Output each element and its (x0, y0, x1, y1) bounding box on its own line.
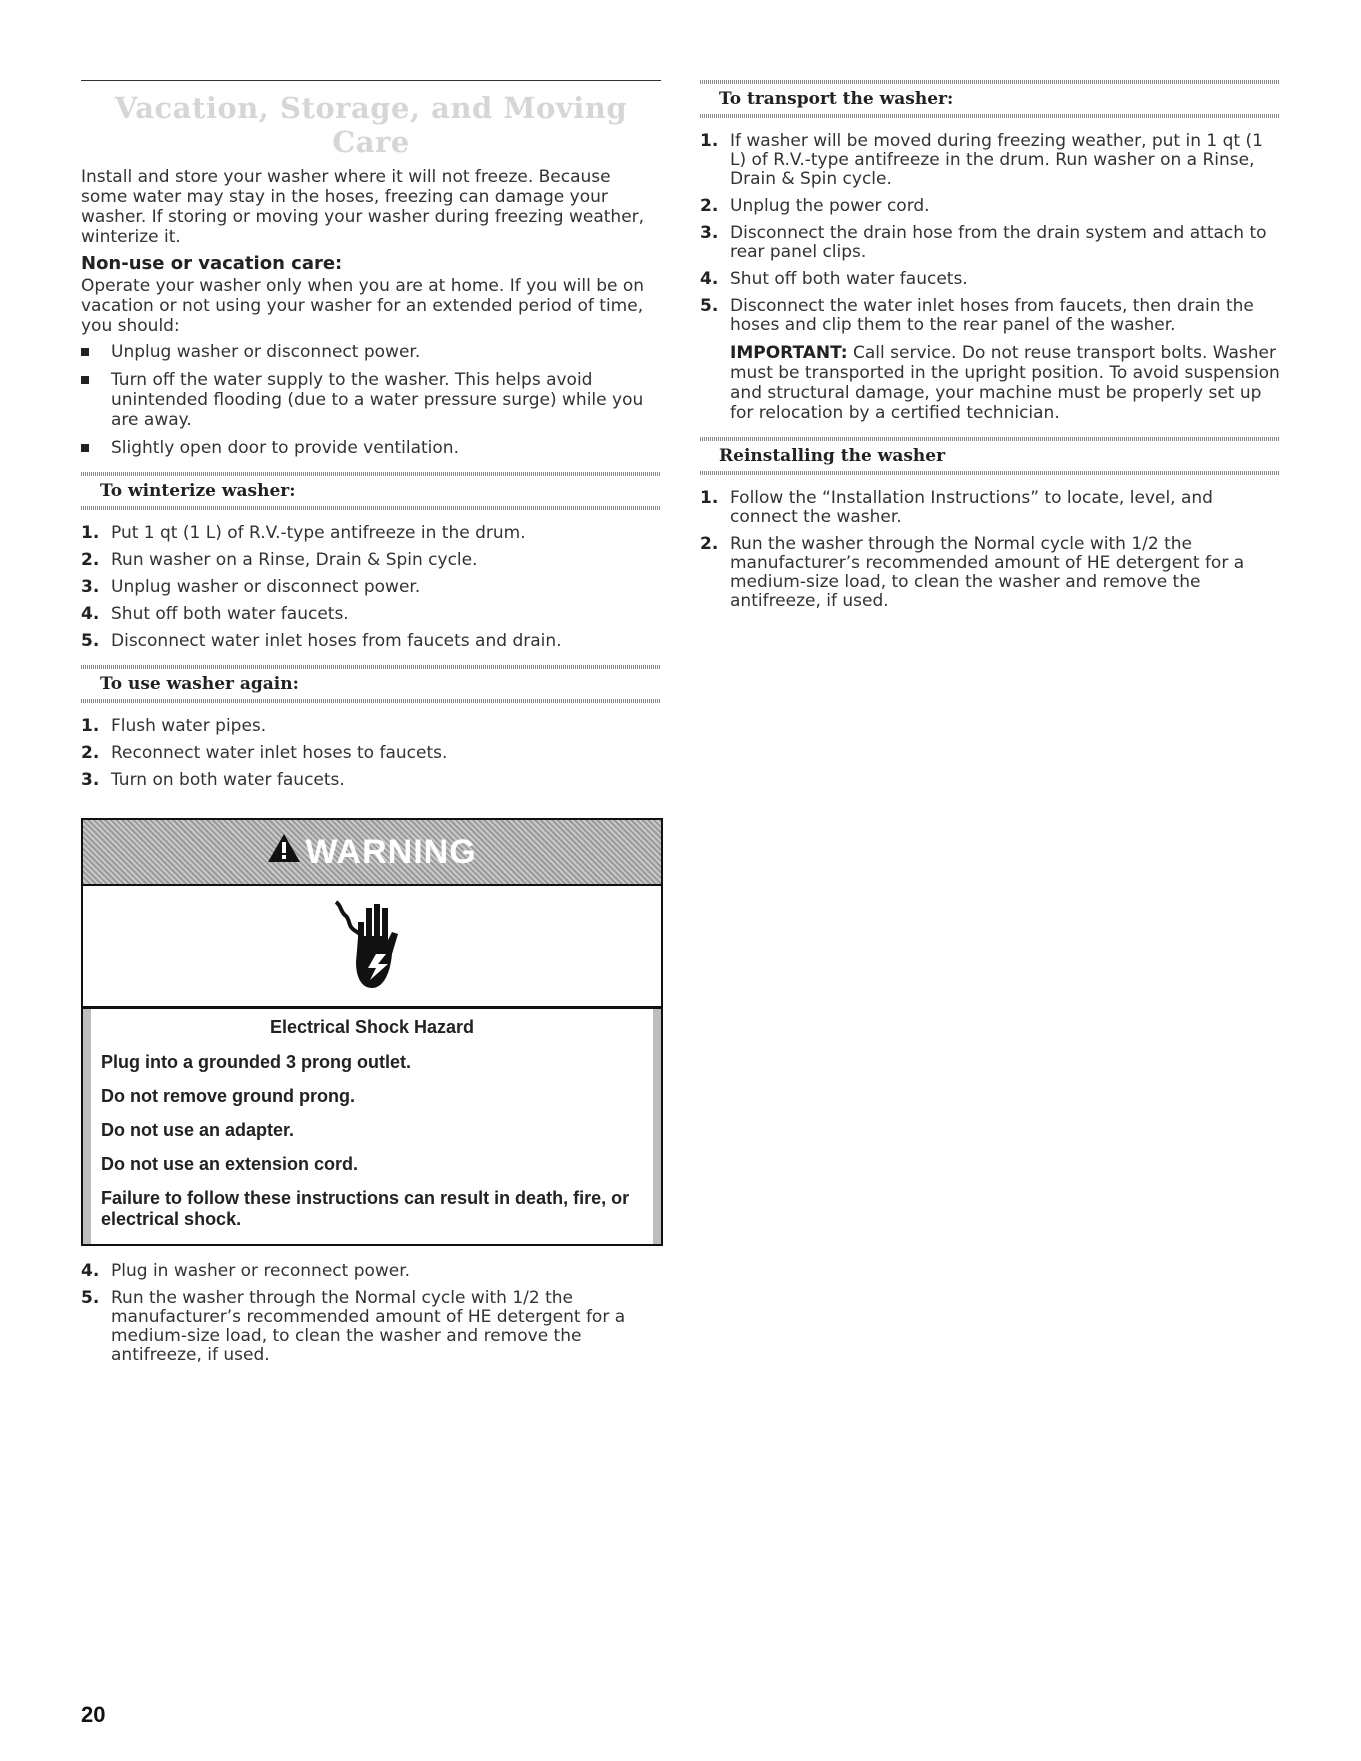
step-text: Plug in washer or reconnect power. (111, 1261, 411, 1281)
warning-box (81, 818, 663, 1246)
step-item (700, 132, 1280, 189)
step-item (700, 270, 1280, 289)
hatch-rule (81, 506, 661, 510)
step-item (81, 524, 661, 543)
section-title: Vacation, Storage, and Moving Care (114, 91, 628, 159)
step-number: 2. (81, 550, 100, 570)
top-rule (81, 80, 661, 81)
bullet-text: Slightly open door to provide ventilation. (111, 438, 459, 458)
step-text: Turn on both water faucets. (111, 770, 345, 790)
step-number: 2. (700, 196, 719, 216)
square-bullet-icon (81, 444, 89, 452)
transport-heading: To transport the washer: (719, 89, 954, 109)
step-item (700, 489, 1280, 527)
step-number: 5. (81, 631, 100, 651)
intro-text: Install and store your washer where it will not freeze. Because some water may stay in the hoses, freezing can damage your washer. If storing or moving your washer during freezing weather, winterize it. (81, 167, 645, 247)
step-item (81, 717, 661, 736)
step-item (700, 197, 1280, 216)
step-item (81, 771, 661, 790)
step-number: 2. (81, 743, 100, 763)
winterize-heading: To winterize washer: (100, 481, 296, 501)
important-label: IMPORTANT: (730, 343, 848, 363)
warning-body (83, 1009, 661, 1244)
left-column (81, 80, 661, 1373)
step-text: Unplug the power cord. (730, 196, 930, 216)
bullet-item (81, 438, 661, 458)
step-text: Disconnect the drain hose from the drain system and attach to rear panel clips. (730, 223, 1267, 262)
step-item (81, 1262, 661, 1281)
use-again-banner (81, 665, 661, 703)
hatch-rule (700, 471, 1280, 475)
step-number: 1. (81, 523, 100, 543)
warning-banner-text: WARNING (305, 832, 477, 871)
final-steps (81, 1262, 661, 1365)
step-number: 5. (81, 1288, 100, 1308)
step-number: 4. (700, 269, 719, 289)
step-text: Run the washer through the Normal cycle with 1/2 the manufacturer’s recommended amount of HE detergent for a medium-size load, to clean the washer and remove the antifreeze, if used. (111, 1288, 626, 1365)
page-number: 20 (81, 1702, 106, 1727)
important-note (700, 343, 1280, 423)
right-column (700, 80, 1280, 619)
electric-shock-hand-icon (332, 896, 412, 996)
use-again-heading: To use washer again: (100, 674, 299, 694)
step-text: Unplug washer or disconnect power. (111, 577, 421, 597)
hatch-rule (81, 699, 661, 703)
bullet-text: Unplug washer or disconnect power. (111, 342, 421, 362)
bullet-item (81, 342, 661, 362)
winterize-banner (81, 472, 661, 510)
step-text: Shut off both water faucets. (111, 604, 349, 624)
step-text: Run washer on a Rinse, Drain & Spin cycle. (111, 550, 478, 570)
step-item (81, 632, 661, 651)
step-item (81, 578, 661, 597)
warning-line: Failure to follow these instructions can result in death, fire, or electrical shock. (101, 1188, 630, 1229)
use-again-steps (81, 717, 661, 790)
step-number: 1. (700, 131, 719, 151)
warning-banner (83, 820, 661, 886)
warning-line: Do not use an adapter. (101, 1120, 295, 1140)
square-bullet-icon (81, 348, 89, 356)
nonuse-heading: Non-use or vacation care: (81, 253, 343, 274)
reinstall-steps (700, 489, 1280, 611)
step-text: Shut off both water faucets. (730, 269, 968, 289)
step-text: Reconnect water inlet hoses to faucets. (111, 743, 448, 763)
transport-banner (700, 80, 1280, 118)
warning-line: Do not remove ground prong. (101, 1086, 355, 1106)
step-text: Follow the “Installation Instructions” to locate, level, and connect the washer. (730, 488, 1213, 527)
step-number: 2. (700, 534, 719, 554)
step-number: 1. (700, 488, 719, 508)
step-text: Put 1 qt (1 L) of R.V.-type antifreeze in the drum. (111, 523, 526, 543)
bullet-item (81, 370, 661, 430)
step-item (700, 224, 1280, 262)
step-item (81, 1289, 661, 1365)
step-number: 4. (81, 604, 100, 624)
step-number: 5. (700, 296, 719, 316)
step-number: 3. (81, 577, 100, 597)
step-text: Disconnect water inlet hoses from faucets and drain. (111, 631, 562, 651)
warning-icon-area (83, 886, 661, 1009)
bullet-text: Turn off the water supply to the washer. This helps avoid unintended flooding (due to a water pressure surge) while you are away. (111, 370, 644, 430)
step-item (81, 744, 661, 763)
warning-triangle-icon (267, 833, 301, 872)
square-bullet-icon (81, 376, 89, 384)
warning-line: Do not use an extension cord. (101, 1154, 359, 1174)
step-text: Disconnect the water inlet hoses from faucets, then drain the hoses and clip them to the rear panel of the washer. (730, 296, 1254, 335)
warning-hazard: Electrical Shock Hazard (269, 1017, 475, 1037)
transport-steps (700, 132, 1280, 335)
reinstall-heading: Reinstalling the washer (719, 446, 946, 466)
step-number: 1. (81, 716, 100, 736)
hatch-rule (700, 114, 1280, 118)
step-text: Flush water pipes. (111, 716, 267, 736)
reinstall-banner (700, 437, 1280, 475)
step-item (700, 297, 1280, 335)
step-number: 3. (81, 770, 100, 790)
step-text: Run the washer through the Normal cycle with 1/2 the manufacturer’s recommended amount of HE detergent for a medium-size load, to clean the washer and remove the antifreeze, if used. (730, 534, 1245, 611)
nonuse-text: Operate your washer only when you are at home. If you will be on vacation or not using your washer for an extended period of time, you should: (81, 276, 645, 336)
important-text: Call service. Do not reuse transport bolts. Washer must be transported in the upright position. To avoid suspension and structural damage, your machine must be properly set up for relocation by a certified technician. (730, 343, 1280, 423)
step-item (81, 551, 661, 570)
step-item (700, 535, 1280, 611)
step-item (81, 605, 661, 624)
step-number: 3. (700, 223, 719, 243)
warning-line: Plug into a grounded 3 prong outlet. (101, 1052, 411, 1072)
step-text: If washer will be moved during freezing weather, put in 1 qt (1 L) of R.V.-type antifreeze in the drum. Run washer on a Rinse, Drain & Spin cycle. (730, 131, 1263, 189)
winterize-steps (81, 524, 661, 651)
step-number: 4. (81, 1261, 100, 1281)
nonuse-bullet-list (81, 342, 661, 458)
